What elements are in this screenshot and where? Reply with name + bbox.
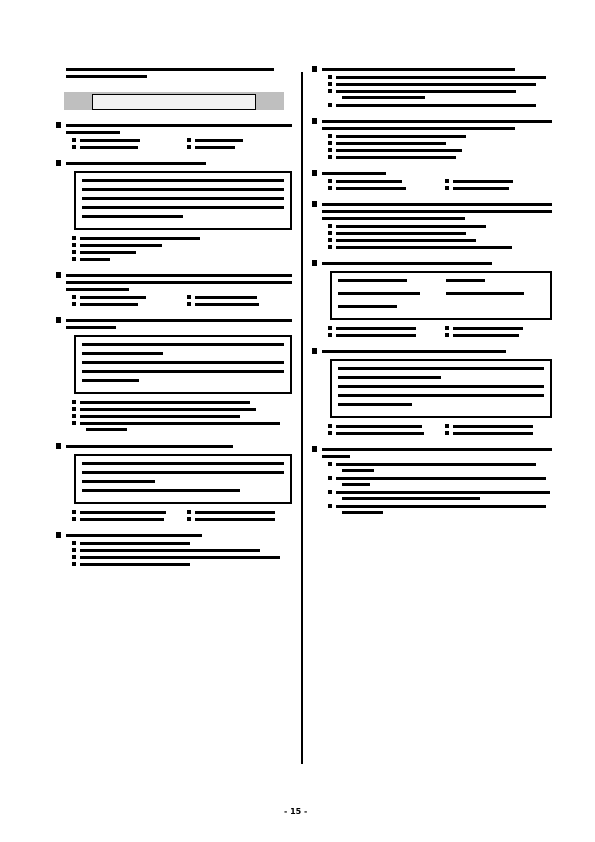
question-number xyxy=(312,170,317,176)
question-number xyxy=(312,348,317,354)
question-number xyxy=(56,160,61,166)
question-6 xyxy=(56,534,292,566)
option-c xyxy=(328,333,435,337)
question-3 xyxy=(56,274,292,306)
question-4 xyxy=(56,319,292,431)
option-d xyxy=(445,186,552,190)
option-a xyxy=(328,224,552,228)
option-a xyxy=(72,541,292,545)
option-a xyxy=(328,326,435,330)
option-b xyxy=(328,82,552,86)
option-a xyxy=(72,295,177,299)
option-d xyxy=(187,145,292,149)
option-a xyxy=(328,134,552,138)
question-1 xyxy=(56,124,292,149)
question-number xyxy=(312,201,317,207)
option-d xyxy=(328,155,552,159)
question-2 xyxy=(56,162,292,261)
question-4-text-box xyxy=(74,335,292,394)
option-b xyxy=(72,407,292,411)
option-b xyxy=(445,326,552,330)
question-r6 xyxy=(312,350,552,435)
question-number xyxy=(56,317,61,323)
question-r5 xyxy=(312,262,552,337)
option-c xyxy=(328,148,552,152)
option-c xyxy=(328,431,435,435)
question-r5-text-box xyxy=(330,271,552,320)
question-2-text-box xyxy=(74,171,292,230)
question-5-text-box xyxy=(74,454,292,504)
option-a xyxy=(72,138,177,142)
left-column xyxy=(56,68,292,569)
question-r6-text-box xyxy=(330,359,552,418)
question-number xyxy=(56,122,61,128)
option-b xyxy=(187,510,292,514)
option-b xyxy=(72,243,292,247)
question-number xyxy=(56,532,61,538)
question-r4 xyxy=(312,203,552,249)
question-number xyxy=(312,66,317,72)
option-d xyxy=(187,517,292,521)
option-a xyxy=(328,75,552,79)
option-b xyxy=(328,231,552,235)
option-d xyxy=(445,431,552,435)
option-b xyxy=(187,295,292,299)
question-number xyxy=(312,118,317,124)
option-c xyxy=(72,555,292,559)
option-a xyxy=(328,179,435,183)
question-number xyxy=(312,446,317,452)
option-d xyxy=(328,504,552,508)
column-divider xyxy=(301,72,303,764)
right-column xyxy=(312,68,552,518)
option-c xyxy=(72,517,177,521)
question-number xyxy=(56,272,61,278)
intro-text xyxy=(56,68,292,78)
option-b xyxy=(445,424,552,428)
option-d xyxy=(187,302,292,306)
option-c xyxy=(72,414,292,418)
option-d xyxy=(72,421,292,425)
option-c xyxy=(328,490,552,494)
option-b xyxy=(187,138,292,142)
option-b xyxy=(72,548,292,552)
question-r1 xyxy=(312,68,552,107)
option-d xyxy=(445,333,552,337)
option-a xyxy=(72,236,292,240)
option-c xyxy=(328,238,552,242)
question-5 xyxy=(56,445,292,521)
option-c xyxy=(72,250,292,254)
option-c xyxy=(328,186,435,190)
question-r3 xyxy=(312,172,552,190)
option-d xyxy=(328,103,552,107)
question-r7 xyxy=(312,448,552,514)
option-c xyxy=(328,89,552,93)
option-d xyxy=(328,245,552,249)
option-c xyxy=(72,145,177,149)
option-b xyxy=(445,179,552,183)
option-a xyxy=(72,400,292,404)
question-r2 xyxy=(312,120,552,159)
section-banner xyxy=(64,92,284,110)
question-number xyxy=(56,443,61,449)
question-number xyxy=(312,260,317,266)
option-c xyxy=(72,302,177,306)
option-d xyxy=(72,562,292,566)
option-a xyxy=(328,462,552,466)
option-a xyxy=(72,510,177,514)
option-b xyxy=(328,141,552,145)
option-d xyxy=(72,257,292,261)
page-number: - 15 - xyxy=(284,807,308,816)
option-a xyxy=(328,424,435,428)
option-b xyxy=(328,476,552,480)
